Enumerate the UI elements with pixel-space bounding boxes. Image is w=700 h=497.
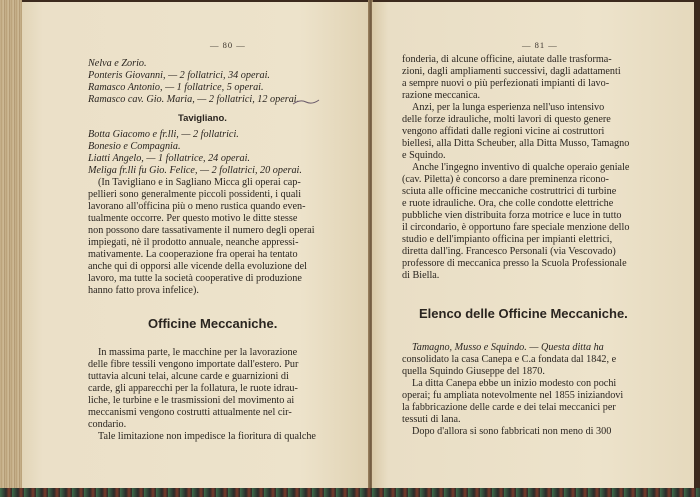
text-line: In massima parte, le macchine per la lavorazione — [98, 347, 298, 358]
text-line: Botta Giacomo e fr.lli, — 2 follatrici. — [88, 129, 239, 140]
pen-mark — [292, 98, 320, 106]
text-line: la fabbricazione delle carde e dei telai meccanici per — [402, 402, 616, 413]
text-line: Liatti Angelo, — 1 follatrice, 24 operai. — [88, 153, 250, 164]
text-line: anche qui di opporsi alle vicende della evoluzione del — [88, 261, 307, 272]
text-line: consolidato la casa Canepa e C.a fondata dal 1842, e — [402, 354, 617, 365]
text-line: non possono dare tassativamente il numero degli operai — [88, 225, 315, 236]
section-title: Elenco delle Officine Meccaniche. — [419, 306, 628, 321]
text-line: operai; fu ampliata notevolmente nel 1855 iniziandovi — [402, 390, 624, 401]
right-page — [372, 2, 694, 488]
text-line: tuttavia alcuni telai, alcune carde e guarnizioni di — [88, 371, 289, 382]
text-line: hanno fatto prova infelice). — [88, 285, 199, 296]
page-edges — [0, 0, 22, 497]
text-line: Bonesio e Compagnia. — [88, 141, 181, 152]
page-number: — 81 — — [522, 40, 558, 50]
text-line: biellesi, alla Ditta Scheuber, alla Ditta Musso, Tamagno — [402, 138, 630, 149]
text-line: e Squindo. — [402, 150, 446, 161]
text-line: delle fibre tessili vengono importate dall'estero. Pur — [88, 359, 299, 370]
text-line: Anche l'ingegno inventivo di qualche operaio geniale — [412, 162, 630, 173]
text-line: il circondario, è opportuno fare speciale menzione dello — [402, 222, 630, 233]
text-line: professore di meccanica presso la Scuola Professionale — [402, 258, 627, 269]
text-line: lavoro, ma tutte la società cooperative di produzione — [88, 273, 302, 284]
text-line: mativamente. La cooperazione fra operai ha tentato — [88, 249, 298, 260]
text-line: diretta dall'ing. Francesco Personali (via Vescovado) — [402, 246, 616, 257]
text-line: fonderia, di alcune officine, aiutate dalle trasforma- — [402, 54, 612, 65]
text-line: Meliga fr.lli fu Gio. Felice, — 2 follatrici, 20 operai. — [88, 165, 302, 176]
text-line: razione meccanica. — [402, 90, 481, 101]
text-line: Dopo d'allora si sono fabbricati non meno di 300 — [412, 426, 612, 437]
text-line: lavorano all'officina più o meno rustica quando even- — [88, 201, 306, 212]
text-line: di Biella. — [402, 270, 440, 281]
text-line: Nelva e Zorio. — [88, 58, 147, 69]
text-line: delle forze idrauliche, molti lavori di questo genere — [402, 114, 611, 125]
text-line: carde, gli apparecchi per la follatura, le ruote idrau- — [88, 383, 298, 394]
text-line: studio e dell'impianto officina per impianti elettrici, — [402, 234, 613, 245]
text-line: pubbliche vien distribuita forza motrice e luce in tutto — [402, 210, 622, 221]
text-line: impiegati, nè il prodotto annuale, neanche appressi- — [88, 237, 299, 248]
text-line: Anzi, per la lunga esperienza nell'uso intensivo — [412, 102, 605, 113]
text-line: liche, le turbine e le trasmissioni del movimento ai — [88, 395, 295, 406]
text-line: Ramasco Antonio, — 1 follatrice, 5 operai. — [88, 82, 264, 93]
text-line: vengono affidati dalle regioni vicine ai costruttori — [402, 126, 605, 137]
cover-edge-strip — [0, 488, 700, 497]
text-line: Tale limitazione non impedisce la fioritura di qualche — [98, 431, 316, 442]
text-line: quella Squindo Giuseppe del 1870. — [402, 366, 545, 377]
text-line: sciuta alle officine meccaniche costruttrici di turbine — [402, 186, 617, 197]
text-line: La ditta Canepa ebbe un inizio modesto con pochi — [412, 378, 617, 389]
text-line: tessuti di lana. — [402, 414, 461, 425]
text-line: zioni, dagli ampliamenti successivi, dagli adattamenti — [402, 66, 621, 77]
text-line: pellieri sono generalmente piccoli possidenti, i quali — [88, 189, 302, 200]
text-line: Tamagno, Musso e Squindo. — Questa ditta ha — [412, 342, 604, 353]
text-line: (cav. Piletta) è concorso a dare preminenza ricono- — [402, 174, 609, 185]
subheading: Tavigliano. — [178, 113, 227, 124]
text-line: tualmente occorre. Per questo motivo le ditte stesse — [88, 213, 298, 224]
text-line: (In Tavigliano e in Sagliano Micca gli operai cap- — [98, 177, 301, 188]
section-title: Officine Meccaniche. — [148, 316, 278, 331]
text-line: a sempre nuovi o più perfezionati impianti di lavo- — [402, 78, 610, 89]
text-line: meccanismi vengono costrutti attualmente nel cir- — [88, 407, 292, 418]
left-page — [22, 2, 369, 488]
text-line: e ruote idrauliche. Ora, che colle condotte elettriche — [402, 198, 614, 209]
text-line: condario. — [88, 419, 127, 430]
text-line: Ponteris Giovanni, — 2 follatrici, 34 operai. — [88, 70, 270, 81]
text-line: Ramasco cav. Gio. Maria, — 2 follatrici, 12 operai. — [88, 94, 300, 105]
page-number: — 80 — — [210, 40, 246, 50]
